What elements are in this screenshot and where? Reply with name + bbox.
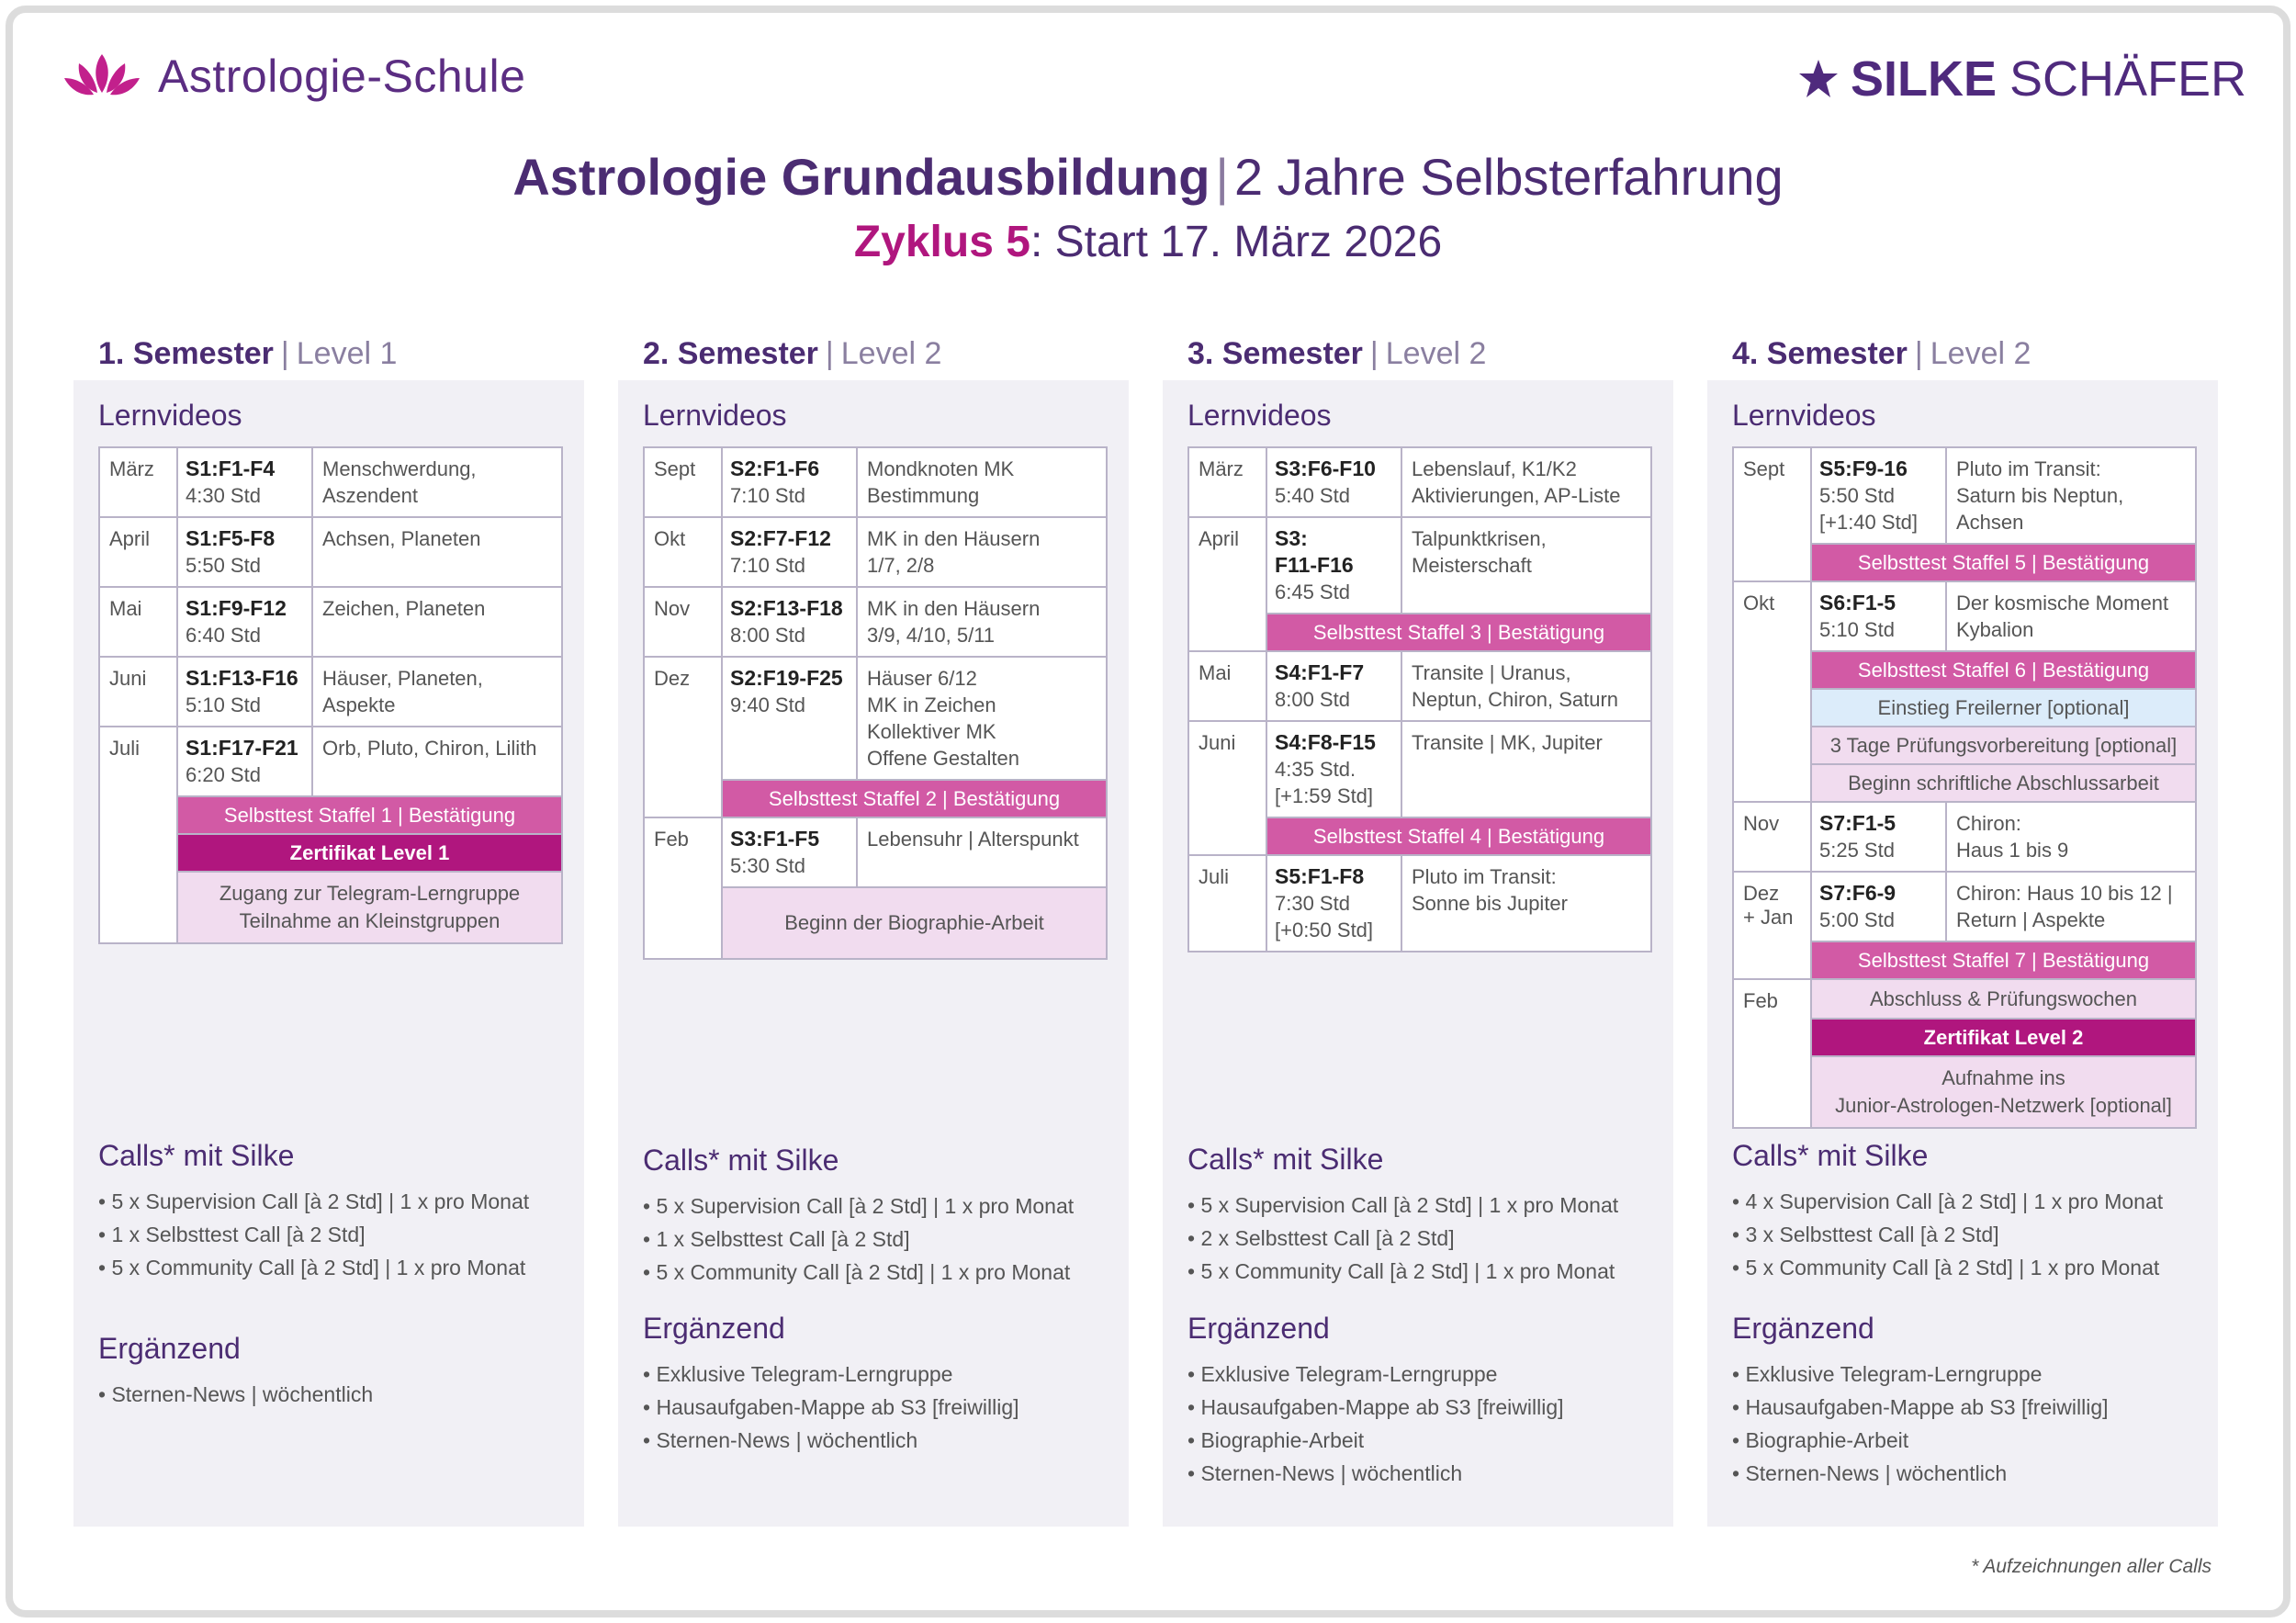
module-code: S6:F1-5 [1819,591,1896,614]
calls-item: • 5 x Community Call [à 2 Std] | 1 x pro Monat [1732,1251,2163,1284]
module-duration: 5:25 Std [1819,839,1895,862]
calls-list [1187,1189,1618,1288]
topic-cell: Pluto im Transit: Saturn bis Neptun, Achsen [1956,457,2124,534]
month-cell: Juli [100,727,178,942]
month-cell: Feb [645,818,723,958]
topic-cell: Achsen, Planeten [322,527,481,550]
row-content [178,448,561,516]
topic-cell: Chiron: Haus 10 bis 12 | Return | Aspekte [1956,882,2173,931]
table-row [100,516,561,586]
row-content [1267,448,1650,516]
brand-first: SILKE [1850,51,1997,107]
erganzend-list [1187,1358,1564,1490]
module-duration: 5:30 Std [730,854,805,877]
semester-separator: | [1369,336,1379,371]
module-code: S1:F17-F21 [186,736,298,760]
row-content [1812,582,2195,801]
erganzend-heading: Ergänzend [98,1332,241,1365]
module-code: S7:F6-9 [1819,881,1896,905]
table-row [1189,854,1650,951]
erganzend-item: • Exklusive Telegram-Lerngruppe [643,1358,1019,1391]
table-row [1189,720,1650,854]
row-cells [1267,518,1650,613]
milestone-bar: 3 Tage Prüfungsvorbereitung [optional] [1812,726,2195,763]
cycle-label: Zyklus 5 [853,218,1030,266]
erganzend-item: • Sternen-News | wöchentlich [643,1424,1019,1457]
erganzend-item: • Biographie-Arbeit [1187,1424,1564,1457]
semester-separator: | [825,336,834,371]
topic-cell: Orb, Pluto, Chiron, Lilith [322,737,537,760]
month-cell: April [1189,518,1267,650]
calls-item: • 4 x Supervision Call [à 2 Std] | 1 x pro Monat [1732,1185,2163,1218]
milestone-bar: Selbsttest Staffel 2 | Bestätigung [723,779,1106,817]
calls-heading: Calls* mit Silke [1732,1139,1929,1172]
month-cell: März [100,448,178,516]
module-duration: 5:50 Std [186,554,261,577]
row-cells [1812,803,2195,871]
module-cell [178,727,313,795]
table-row [1734,801,2195,871]
month-cell: Sept [1734,448,1812,580]
milestone-bar: Beginn schriftliche Abschlussarbeit [1812,763,2195,801]
module-cell [1812,873,1947,941]
semester-title: 1. Semester [98,336,274,371]
module-cell [1267,722,1402,817]
row-content [1812,448,2195,580]
milestone-bar: Einstieg Freilerner [optional] [1812,688,2195,726]
semester-level: Level 2 [840,336,942,371]
table-row [1734,448,2195,580]
module-cell [723,658,858,779]
month-cell: Okt [645,518,723,586]
row-content [723,518,1106,586]
month-cell: April [100,518,178,586]
cycle-start: : Start 17. März 2026 [1030,218,1443,266]
module-duration: 5:50 Std [+1:40 Std] [1819,484,1919,534]
module-cell [178,658,313,726]
calls-list [1732,1185,2163,1284]
module-duration: 7:30 Std [+0:50 Std] [1275,892,1374,941]
erganzend-heading: Ergänzend [1732,1312,1874,1345]
calls-list [98,1185,529,1284]
semester-heading [643,336,941,372]
row-cells [178,588,561,656]
lotus-icon [62,52,141,100]
module-cell [723,588,858,656]
milestone-bar: Aufnahme ins Junior-Astrologen-Netzwerk [optional] [1812,1055,2195,1127]
topic-cell: Transite | MK, Jupiter [1412,731,1603,754]
table-row [645,448,1106,516]
module-duration: 5:10 Std [1819,618,1895,641]
row-content [178,518,561,586]
topic-cell: Pluto im Transit: Sonne bis Jupiter [1412,865,1568,915]
lernvideos-heading: Lernvideos [643,399,787,432]
semester-title: 2. Semester [643,336,818,371]
table-row [1189,448,1650,516]
row-cells [178,448,561,516]
semester-level: Level 2 [1930,336,2032,371]
module-code: S2:F13-F18 [730,596,843,620]
table-row [645,586,1106,656]
semester-level: Level 1 [296,336,398,371]
erganzend-heading: Ergänzend [643,1312,785,1345]
row-cells [1267,652,1650,720]
topic-cell: Transite | Uranus, Neptun, Chiron, Saturn [1412,661,1619,711]
row-content [723,448,1106,516]
page-subtitle [0,217,2296,267]
title-rest: 2 Jahre Selbsterfahrung [1233,148,1784,206]
table-row [100,726,561,942]
module-code: S1:F13-F16 [186,666,298,690]
module-duration: 7:10 Std [730,484,805,507]
module-duration: 5:10 Std [186,693,261,716]
month-cell: Juni [100,658,178,726]
erganzend-item: • Exklusive Telegram-Lerngruppe [1732,1358,2109,1391]
milestone-bar: Selbsttest Staffel 7 | Bestätigung [1812,941,2195,978]
semester-level: Level 2 [1385,336,1487,371]
module-duration: 6:45 Std [1275,580,1350,603]
schedule-table [643,446,1108,960]
row-cells [1267,448,1650,516]
row-cells [723,658,1106,779]
row-content [1267,856,1650,951]
semester-heading [98,336,397,372]
topic-cell: Lebensuhr | Alterspunkt [867,828,1079,851]
topic-cell: Talpunktkrisen, Meisterschaft [1412,527,1547,577]
topic-cell: MK in den Häusern 3/9, 4/10, 5/11 [867,597,1041,647]
module-code: S1:F1-F4 [186,456,276,480]
module-code: S4:F8-F15 [1275,730,1376,754]
semester-panel [618,380,1129,1527]
topic-cell: Lebenslauf, K1/K2 Aktivierungen, AP-Liste [1412,457,1621,507]
semester-heading [1732,336,2031,372]
milestone-bar: Zugang zur Telegram-Lerngruppe Teilnahme an Kleinstgruppen [178,871,561,942]
module-duration: 4:30 Std [186,484,261,507]
row-cells [1267,722,1650,817]
module-code: S7:F1-5 [1819,811,1896,835]
table-row [1189,650,1650,720]
month-cell: März [1189,448,1267,516]
module-cell [723,448,858,516]
row-cells [178,727,561,795]
erganzend-item: • Sternen-News | wöchentlich [98,1378,373,1411]
row-content [178,588,561,656]
brand-last: SCHÄFER [2009,51,2246,107]
lernvideos-heading: Lernvideos [98,399,242,432]
semester-title: 4. Semester [1732,336,1908,371]
month-cell: Okt [1734,582,1812,801]
calls-item: • 2 x Selbsttest Call [à 2 Std] [1187,1222,1618,1255]
month-cell: Dez [645,658,723,817]
topic-cell: Häuser, Planeten, Aspekte [322,667,483,716]
semester-panel [1163,380,1673,1527]
calls-item: • 5 x Community Call [à 2 Std] | 1 x pro Monat [643,1256,1074,1289]
month-cell: Nov [645,588,723,656]
milestone-bar: Selbsttest Staffel 4 | Bestätigung [1267,817,1650,854]
calls-item: • 5 x Community Call [à 2 Std] | 1 x pro Monat [1187,1255,1618,1288]
module-code: S3: F11-F16 [1275,526,1354,577]
schedule-table [98,446,563,944]
school-name: Astrologie-Schule [158,51,526,102]
milestone-bar: Zertifikat Level 2 [1812,1018,2195,1055]
topic-cell: Häuser 6/12 MK in Zeichen Kollektiver MK Offene Gestalten [867,667,1019,770]
row-cells [723,818,1106,886]
erganzend-item: • Hausaufgaben-Mappe ab S3 [freiwillig] [643,1391,1019,1424]
semester-panel [1707,380,2218,1527]
semester-separator: | [280,336,289,371]
module-duration: 5:00 Std [1819,908,1895,931]
row-cells [723,588,1106,656]
calls-item: • 5 x Supervision Call [à 2 Std] | 1 x pro Monat [98,1185,529,1218]
row-content [1812,803,2195,871]
row-content [723,658,1106,817]
row-content [1812,980,2195,1127]
row-content [1267,518,1650,650]
semester-separator: | [1914,336,1923,371]
module-cell [178,448,313,516]
module-cell [1812,803,1947,871]
schedule-table [1187,446,1652,952]
calls-item: • 5 x Community Call [à 2 Std] | 1 x pro Monat [98,1251,529,1284]
row-content [723,588,1106,656]
calls-heading: Calls* mit Silke [643,1144,839,1177]
module-code: S5:F1-F8 [1275,864,1365,888]
row-cells [1812,873,2195,941]
module-code: S2:F1-F6 [730,456,820,480]
row-content [723,818,1106,958]
calls-item: • 3 x Selbsttest Call [à 2 Std] [1732,1218,2163,1251]
table-row [100,586,561,656]
erganzend-item: • Hausaufgaben-Mappe ab S3 [freiwillig] [1732,1391,2109,1424]
table-row [100,448,561,516]
lernvideos-heading: Lernvideos [1732,399,1876,432]
milestone-bar: Selbsttest Staffel 1 | Bestätigung [178,795,561,833]
lernvideos-heading: Lernvideos [1187,399,1332,432]
module-cell [178,518,313,586]
footnote: * Aufzeichnungen aller Calls [1971,1556,2212,1577]
month-cell: Nov [1734,803,1812,871]
calls-item: • 5 x Supervision Call [à 2 Std] | 1 x pro Monat [1187,1189,1618,1222]
month-cell: Feb [1734,980,1812,1127]
erganzend-list [643,1358,1019,1457]
row-content [1267,652,1650,720]
semester-heading [1187,336,1486,372]
module-cell [723,818,858,886]
module-cell [1267,448,1402,516]
module-duration: 8:00 Std [730,624,805,647]
brand-logo [1797,50,2246,108]
module-code: S5:F9-16 [1819,456,1908,480]
calls-list [643,1189,1074,1289]
module-duration: 6:40 Std [186,624,261,647]
topic-cell: Zeichen, Planeten [322,597,486,620]
table-row [1734,871,2195,978]
month-cell: Mai [100,588,178,656]
star-icon [1797,58,1840,100]
topic-cell: Der kosmische Moment Kybalion [1956,592,2169,641]
table-row [645,516,1106,586]
module-duration: 5:40 Std [1275,484,1350,507]
erganzend-heading: Ergänzend [1187,1312,1330,1345]
table-row [100,656,561,726]
module-duration: 4:35 Std. [+1:59 Std] [1275,758,1374,807]
module-duration: 6:20 Std [186,763,261,786]
erganzend-list [98,1378,373,1411]
row-content [1267,722,1650,854]
title-main: Astrologie Grundausbildung [512,148,1210,206]
module-duration: 7:10 Std [730,554,805,577]
table-row [1734,580,2195,801]
module-cell [1812,582,1947,650]
row-cells [1267,856,1650,951]
erganzend-item: • Biographie-Arbeit [1732,1424,2109,1457]
module-cell [178,588,313,656]
module-code: S1:F5-F8 [186,526,276,550]
module-code: S3:F6-F10 [1275,456,1376,480]
module-cell [1267,652,1402,720]
topic-cell: MK in den Häusern 1/7, 2/8 [867,527,1041,577]
month-cell: Juli [1189,856,1267,951]
page-title [0,147,2296,207]
erganzend-list [1732,1358,2109,1490]
calls-item: • 1 x Selbsttest Call [à 2 Std] [643,1223,1074,1256]
module-cell [1267,856,1402,951]
month-cell: Sept [645,448,723,516]
semester-panel [73,380,584,1527]
month-cell: Juni [1189,722,1267,854]
milestone-bar: Beginn der Biographie-Arbeit [723,886,1106,958]
school-logo [62,46,525,107]
module-code: S1:F9-F12 [186,596,287,620]
topic-cell: Mondknoten MK Bestimmung [867,457,1015,507]
calls-heading: Calls* mit Silke [1187,1143,1384,1176]
row-cells [178,658,561,726]
table-row [645,817,1106,958]
semester-title: 3. Semester [1187,336,1363,371]
calls-item: • 1 x Selbsttest Call [à 2 Std] [98,1218,529,1251]
milestone-bar: Selbsttest Staffel 5 | Bestätigung [1812,543,2195,580]
erganzend-item: • Exklusive Telegram-Lerngruppe [1187,1358,1564,1391]
milestone-bar: Selbsttest Staffel 3 | Bestätigung [1267,613,1650,650]
row-content [1812,873,2195,978]
module-code: S2:F7-F12 [730,526,831,550]
erganzend-item: • Sternen-News | wöchentlich [1187,1457,1564,1490]
erganzend-item: • Sternen-News | wöchentlich [1732,1457,2109,1490]
table-row [1189,516,1650,650]
module-code: S3:F1-F5 [730,827,820,851]
module-duration: 9:40 Std [730,693,805,716]
module-duration: 8:00 Std [1275,688,1350,711]
milestone-bar: Zertifikat Level 1 [178,833,561,871]
row-content [178,658,561,726]
schedule-table [1732,446,2197,1129]
module-code: S2:F19-F25 [730,666,843,690]
title-separator: | [1215,148,1229,206]
row-cells [723,448,1106,516]
module-cell [1812,448,1947,543]
row-cells [723,518,1106,586]
table-row [1734,978,2195,1127]
row-cells [1812,582,2195,650]
milestone-bar: Abschluss & Prüfungswochen [1812,980,2195,1018]
calls-heading: Calls* mit Silke [98,1139,295,1172]
month-cell: Mai [1189,652,1267,720]
topic-cell: Chiron: Haus 1 bis 9 [1956,812,2069,862]
erganzend-item: • Hausaufgaben-Mappe ab S3 [freiwillig] [1187,1391,1564,1424]
table-row [645,656,1106,817]
topic-cell: Menschwerdung, Aszendent [322,457,477,507]
module-code: S4:F1-F7 [1275,660,1365,684]
month-cell: Dez + Jan [1734,873,1812,978]
row-cells [1812,448,2195,543]
milestone-bar: Selbsttest Staffel 6 | Bestätigung [1812,650,2195,688]
calls-item: • 5 x Supervision Call [à 2 Std] | 1 x pro Monat [643,1189,1074,1223]
row-content [178,727,561,942]
module-cell [723,518,858,586]
module-cell [1267,518,1402,613]
row-cells [178,518,561,586]
